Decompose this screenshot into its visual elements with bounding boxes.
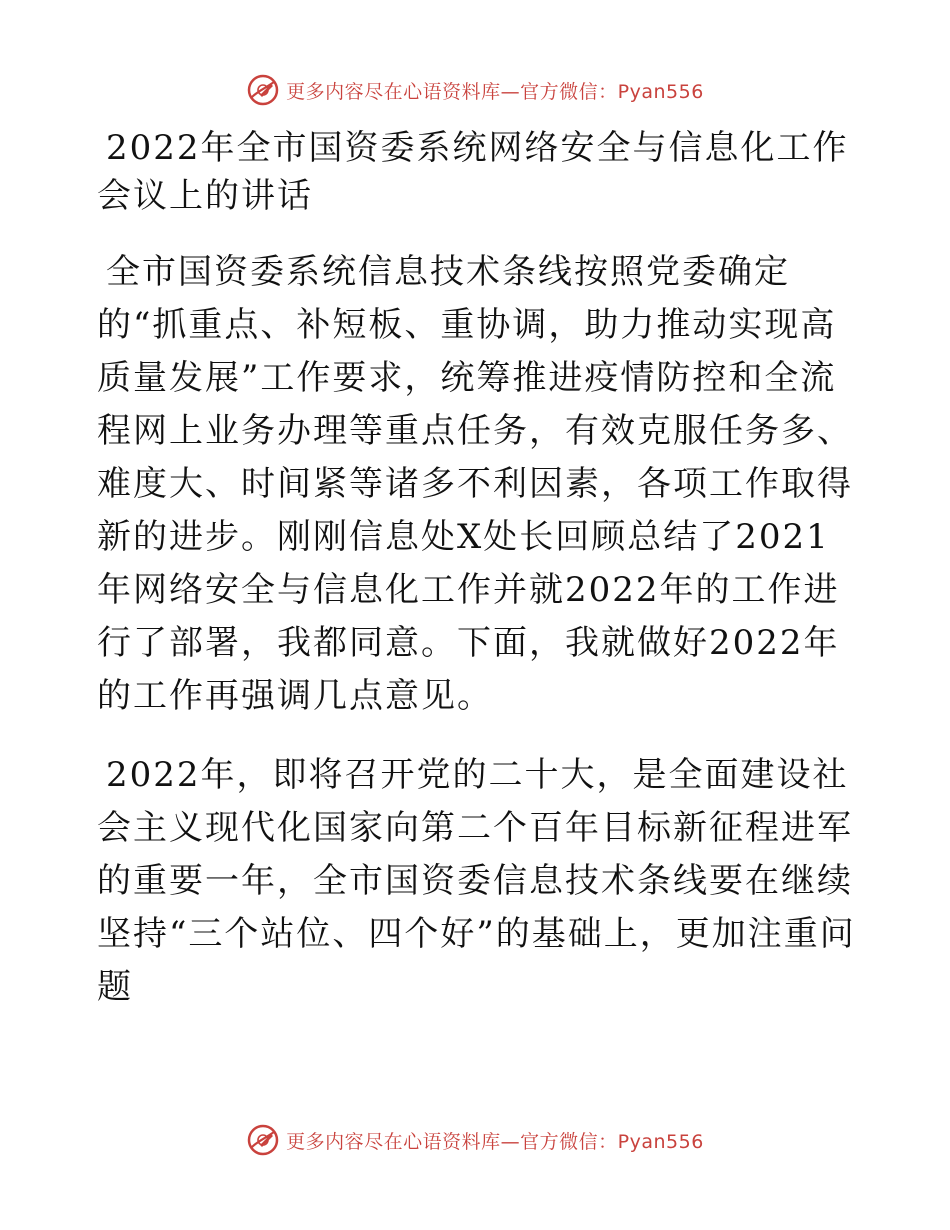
- paragraph-1: 全市国资委系统信息技术条线按照党委确定的“抓重点、补短板、重协调，助力推动实现高质量发展”工作要求，统筹推进疫情防控和全流程网上业务办理等重点任务，有效克服任务多、难度大、时间紧等诸多不利因素，各项工作取得新的进步。刚刚信息处X处长回顾总结了2021年网络安全与信息化工作并就2022年的工作进行了部署，我都同意。下面，我就做好2022年的工作再强调几点意见。: [97, 252, 853, 716]
- document-body: [97, 124, 857, 1014]
- document-title: 2022年全市国资委系统网络安全与信息化工作会议上的讲话: [97, 128, 849, 216]
- watermark-text: 更多内容尽在心语资料库—官方微信：Pyan556: [286, 1130, 704, 1153]
- paragraph-2: 2022年，即将召开党的二十大，是全面建设社会主义现代化国家向第二个百年目标新征程进军的重要一年，全市国资委信息技术条线要在继续坚持“三个站位、四个好”的基础上，更加注重问题: [97, 755, 856, 1007]
- watermark-text: 更多内容尽在心语资料库—官方微信：Pyan556: [286, 80, 704, 103]
- pen-logo-icon: [246, 73, 280, 107]
- pen-logo-icon: [246, 1123, 280, 1157]
- footer-watermark: [0, 1120, 950, 1160]
- header-watermark: [0, 70, 950, 110]
